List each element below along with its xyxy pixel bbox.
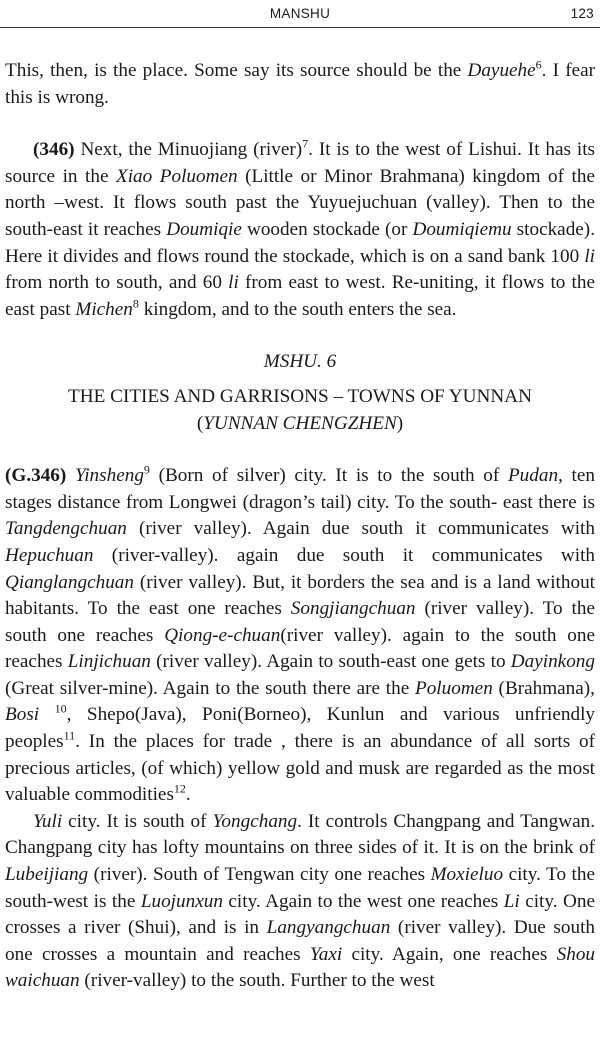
running-title: MANSHU (269, 6, 331, 21)
running-head (0, 6, 600, 26)
page-body (5, 58, 595, 995)
header-rule (0, 27, 600, 28)
page-number: 123 (570, 6, 594, 21)
section-title: THE CITIES AND GARRISONS – TOWNS OF YUNNAN (68, 385, 532, 407)
section-number: MSHU. 6 (263, 351, 337, 373)
section-subtitle: (YUNNAN CHENGZHEN) (196, 412, 404, 434)
paragraph-source-note: This, then, is the place. Some say its source should be the Dayuehe$^6$. I fear this is wrong. (5, 57, 596, 108)
paragraph-yinsheng: (G.346) Yinsheng$^9$ (Born of silver) city. It is to the south of Pudan, ten stages distance from Longwei (dragon’s tail) city. To the south- east there is Tangdengchuan (river valley). Again due south it communicates with Hepuchuan (river-valley). again due south it communicates with Qianglangchuan (river valley). But, it borders the sea and is a land without habitants. To the east one reaches Songjiangchuan (river valley). To the south one reaches Qiong-e-chuan(river valley). again to the south one reaches Linjichuan (river valley). Again to south-east one gets to Dayinkong (Great silver-mine). Again to the south there are the Poluomen (Brahmana), Bosi $^{10}$, Shepo(Java), Poni(Borneo), Kunlun and various unfriendly peoples$^{11}$. In the places for trade , there is an abundance of all sorts of precious articles, (of which) yellow gold and musk are regarded as the most valuable commodities$^{12}$. (5, 462, 595, 806)
paragraph-yuli: Yuli city. It is south of Yongchang. It controls Changpang and Tangwan. Changpang city has lofty mountains on three sides of it. It is on the brink of Lubeijiang (river). South of Tengwan city one reaches Moxieluo city. To the south-west is the Luojunxun city. Again to the west one reaches Li city. One crosses a river (Shui), and is in Langyangchuan (river valley). Due south one crosses a mountain and reaches Yaxi city. Again, one reaches Shou waichuan (river-valley) to the south. Further to the west (5, 810, 595, 992)
paragraph-minuojiang: (346) Next, the Minuojiang (river)$^7$. It is to the west of Lishui. It has its source in the Xiao Poluomen (Little or Minor Brahmana) kingdom of the north –west. It flows south past the Yuyuejuchuan (valley). Then to the south-east it reaches Doumiqie wooden stockade (or Doumiqiemu stockade). Here it divides and flows round the stockade, which is on a sand bank 100 li from north to south, and 60 li from east to west. Re-uniting, it flows to the east past Michen$^8$ kingdom, and to the south enters the sea. (5, 136, 595, 320)
